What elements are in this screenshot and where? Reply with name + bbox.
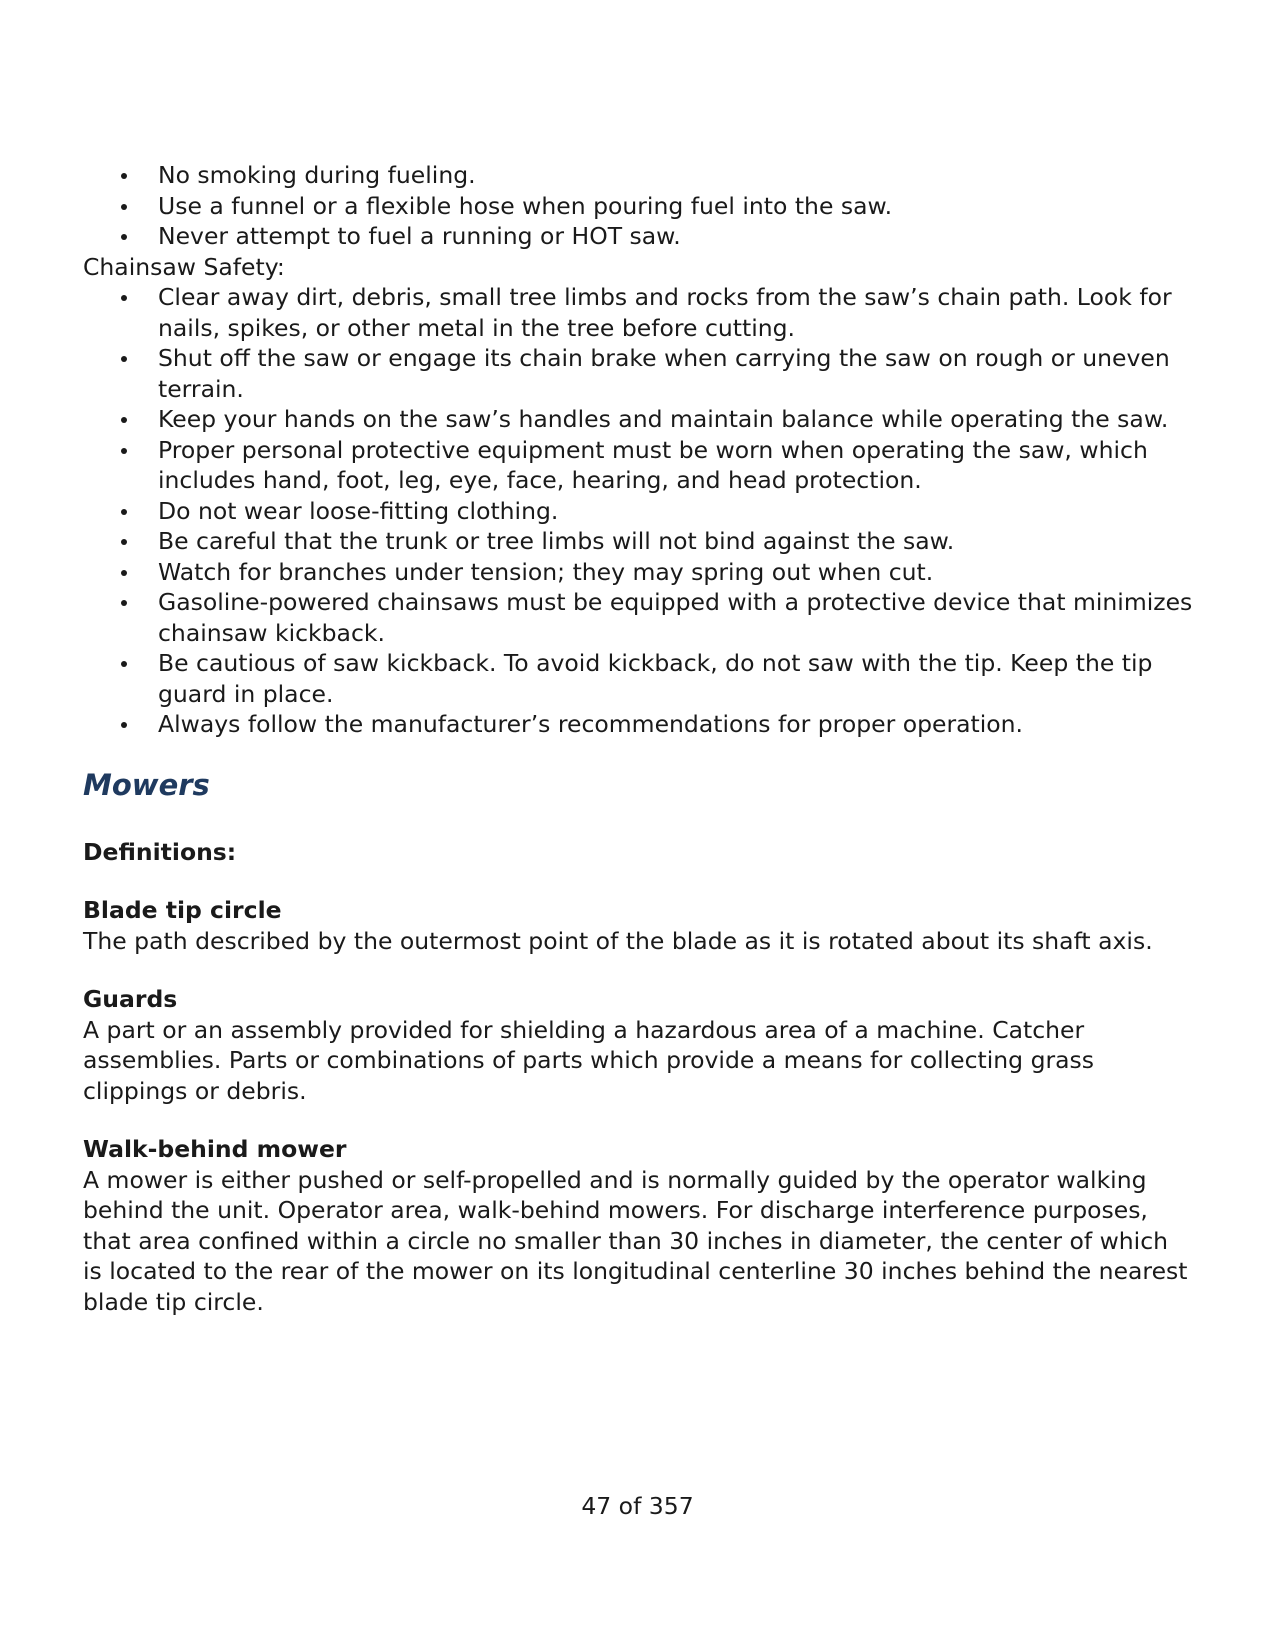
- list-item: Watch for branches under tension; they may spring out when cut.: [158, 557, 1193, 588]
- list-item: Be cautious of saw kickback. To avoid kickback, do not saw with the tip. Keep the tip guard in place.: [158, 648, 1193, 709]
- chainsaw-safety-label: Chainsaw Safety:: [83, 252, 285, 281]
- list-item: No smoking during fueling.: [158, 160, 1193, 191]
- definition-text: A part or an assembly provided for shielding a hazardous area of a machine. Catcher assemblies. Parts or combinations of parts which provide a means for collecting grass clippings or debris.: [83, 1015, 1095, 1105]
- definition-guards: [83, 984, 1193, 1106]
- list-item: Proper personal protective equipment must be worn when operating the saw, which includes hand, foot, leg, eye, face, hearing, and head protection.: [158, 435, 1193, 496]
- fueling-bullet-list: [83, 160, 1193, 252]
- definition-walk-behind-mower: [83, 1134, 1193, 1317]
- list-item: Be careful that the trunk or tree limbs will not bind against the saw.: [158, 526, 1193, 557]
- definitions-label: Definitions:: [83, 837, 237, 866]
- chainsaw-safety-bullet-list: [83, 282, 1193, 740]
- list-item: Always follow the manufacturer’s recommendations for proper operation.: [158, 709, 1193, 740]
- definition-term: Guards: [83, 985, 178, 1013]
- page-content: [83, 160, 1193, 1317]
- definition-text: The path described by the outermost point of the blade as it is rotated about its shaft axis.: [83, 926, 1153, 955]
- definition-term: Blade tip circle: [83, 896, 282, 924]
- definition-term: Walk-behind mower: [83, 1135, 347, 1163]
- page-number: 47 of 357: [581, 1492, 694, 1520]
- list-item: Clear away dirt, debris, small tree limbs and rocks from the saw’s chain path. Look for nails, spikes, or other metal in the tree before cutting.: [158, 282, 1193, 343]
- list-item: Keep your hands on the saw’s handles and maintain balance while operating the saw.: [158, 404, 1193, 435]
- list-item: Shut off the saw or engage its chain brake when carrying the saw on rough or uneven terrain.: [158, 343, 1193, 404]
- list-item: Never attempt to fuel a running or HOT saw.: [158, 221, 1193, 252]
- definition-text: A mower is either pushed or self-propelled and is normally guided by the operator walking behind the unit. Operator area, walk-behind mowers. For discharge interference purposes, that area confined within a circle no smaller than 30 inches in diameter, the center of which is located to the rear of the mower on its longitudinal centerline 30 inches behind the nearest blade tip circle.: [83, 1165, 1188, 1316]
- list-item: Do not wear loose-fitting clothing.: [158, 496, 1193, 527]
- mowers-heading: Mowers: [83, 767, 210, 802]
- definition-blade-tip-circle: [83, 895, 1193, 956]
- list-item: Use a funnel or a flexible hose when pouring fuel into the saw.: [158, 191, 1193, 222]
- list-item: Gasoline-powered chainsaws must be equipped with a protective device that minimizes chainsaw kickback.: [158, 588, 1193, 647]
